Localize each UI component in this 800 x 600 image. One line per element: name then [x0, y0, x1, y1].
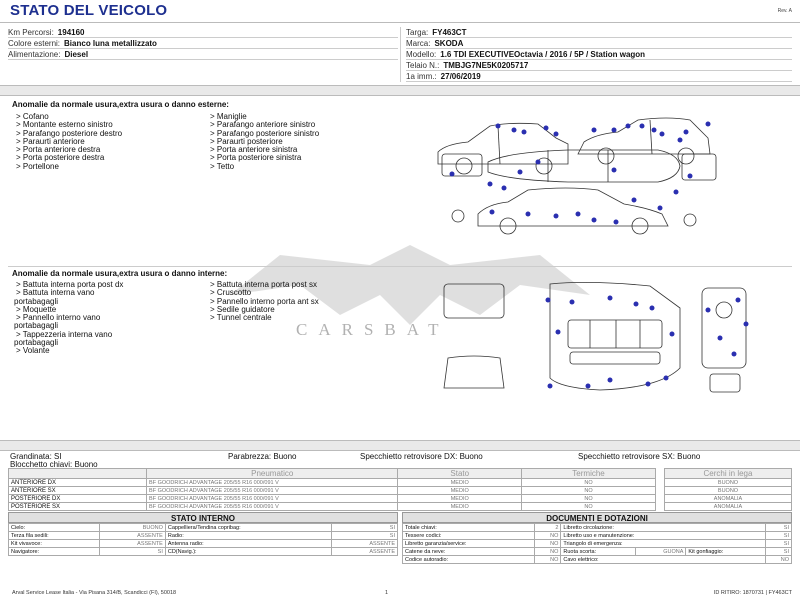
- damage-item: > Parafango posteriore destro: [16, 128, 123, 138]
- damage-item: > Sedile guidatore: [210, 304, 275, 314]
- cerchi-value: BUONO: [665, 479, 792, 487]
- info-value: SKODA: [434, 38, 464, 48]
- external-damage-list-2: [210, 113, 319, 171]
- table-row: [9, 479, 656, 487]
- tyre-model: BF GOODRICH ADVANTAGE 205/55 R16 000/091 V: [147, 487, 398, 495]
- tyre-position: POSTERIORE SX: [9, 503, 147, 511]
- tyre-thermal: NO: [522, 503, 656, 511]
- cerchi-value: BUONO: [665, 487, 792, 495]
- damage-item: > Paraurti posteriore: [210, 136, 283, 146]
- field-label: Terza fila sedili:: [9, 532, 100, 540]
- field-label: Cielo:: [9, 524, 100, 532]
- field-value: NO: [765, 556, 791, 564]
- tyre-state: MEDIO: [398, 479, 522, 487]
- field-value: ASSENTE: [100, 532, 166, 540]
- damage-item: > Porta anteriore sinistra: [210, 145, 298, 155]
- tyre-thermal: NO: [522, 487, 656, 495]
- footer-page-number: 1: [385, 590, 389, 596]
- tyre-state: MEDIO: [398, 503, 522, 511]
- field-value: SI: [332, 532, 398, 540]
- column-header: [9, 469, 147, 479]
- damage-item: > Parafango anteriore sinistro: [210, 120, 316, 130]
- field-label: Libretto garanzia/service:: [403, 540, 535, 548]
- field-value: SI: [765, 524, 791, 532]
- table-row: [9, 532, 398, 540]
- tyre-position: ANTERIORE SX: [9, 487, 147, 495]
- exterior-damage-dots: [450, 122, 711, 225]
- info-label: Telaio N.:: [406, 60, 440, 70]
- damage-item: > Pannello interno porta ant sx: [210, 296, 319, 306]
- cerchi-value: ANOMALIA: [665, 503, 792, 511]
- info-value: Bianco luna metallizzato: [64, 38, 157, 48]
- damage-item: > Porta anteriore destra: [16, 145, 101, 155]
- table-row: [665, 479, 792, 487]
- table-row: [9, 548, 398, 556]
- info-label: Modello:: [406, 49, 437, 59]
- field-value: NO: [535, 532, 561, 540]
- field-label: Libretto circolazione:: [561, 524, 765, 532]
- field-label: Cavo elettrico:: [561, 556, 765, 564]
- damage-item: > Montante esterno sinistro: [16, 120, 113, 130]
- damage-item: > Tetto: [210, 161, 235, 171]
- field-value: ASSENTE: [100, 540, 166, 548]
- damage-item: > Volante: [16, 346, 50, 356]
- damage-item: portabagagli: [14, 338, 59, 348]
- table-row: [9, 495, 656, 503]
- info-label: 1a imm.:: [406, 71, 437, 81]
- info-label: Marca:: [406, 38, 431, 48]
- damage-item: > Tunnel centrale: [210, 313, 272, 323]
- field-value: SI: [332, 524, 398, 532]
- field-label: Navigatore:: [9, 548, 100, 556]
- field-label: Libretto uso e manutenzione:: [561, 532, 765, 540]
- table-row: [403, 556, 792, 564]
- field-value: BUONO: [100, 524, 166, 532]
- table-row: [403, 524, 792, 532]
- damage-item: > Paraurti anteriore: [16, 136, 85, 146]
- field-label: Cappelliera/Tendina copribag:: [165, 524, 331, 532]
- info-value: 27/06/2019: [440, 71, 481, 81]
- grandinata-status: Grandinata: SI: [10, 452, 62, 461]
- cerchi-table: [664, 468, 792, 511]
- field-value: ASSENTE: [332, 548, 398, 556]
- tyre-model: BF GOODRICH ADVANTAGE 205/55 R16 000/091 V: [147, 479, 398, 487]
- damage-item: > Battuta interna porta post sx: [210, 280, 317, 289]
- section-band: [0, 85, 800, 96]
- table-row: [665, 487, 792, 495]
- damage-item: > Pannello interno vano: [16, 313, 101, 323]
- info-value: 194160: [57, 27, 85, 37]
- vehicle-info-left: [8, 27, 398, 60]
- info-row-km: [8, 27, 398, 38]
- field-label: Ruota scorta:: [561, 548, 636, 556]
- damage-item: portabagagli: [14, 296, 59, 306]
- table-row: [9, 503, 656, 511]
- tyre-model: BF GOODRICH ADVANTAGE 205/55 R16 000/091 V: [147, 495, 398, 503]
- info-row-alimentazione: [8, 49, 398, 60]
- internal-damage-list-2: [210, 281, 319, 322]
- table-row: [9, 540, 398, 548]
- table-header: [665, 469, 792, 479]
- parabrezza-status: Parabrezza: Buono: [228, 452, 297, 461]
- table-row: [9, 524, 398, 532]
- field-label: Antenna radio:: [165, 540, 331, 548]
- damage-item: > Moquette: [16, 304, 57, 314]
- interior-damage-dots: [546, 296, 749, 389]
- header-divider: [0, 22, 800, 23]
- field-label: Triangolo di emergenza:: [561, 540, 765, 548]
- info-row-telaio: [406, 60, 792, 71]
- section-divider: [8, 266, 792, 267]
- info-row-targa: [406, 27, 792, 38]
- damage-item: > Battuta interna porta post dx: [16, 280, 124, 289]
- damage-item: > Porta posteriore destra: [16, 153, 105, 163]
- external-damage-list-1: [16, 113, 122, 171]
- cerchi-value: ANOMALIA: [665, 495, 792, 503]
- table-header: [9, 469, 656, 479]
- tyre-thermal: NO: [522, 495, 656, 503]
- footer-address: Arval Service Lease Italia - Via Pisana 314/B, Scandicci (FI), 50018: [12, 590, 177, 596]
- info-row-colore: [8, 38, 398, 49]
- interior-car-diagram: [440, 278, 790, 398]
- blocchetto-status: Blocchetto chiavi: Buono: [10, 460, 98, 469]
- damage-item: > Portellone: [16, 161, 59, 171]
- external-damage-title: Anomalie da normale usura,extra usura o danno esterne:: [12, 100, 229, 109]
- field-value: SI: [765, 532, 791, 540]
- field-value: NO: [535, 540, 561, 548]
- column-header: Termiche: [522, 469, 656, 479]
- tyre-position: POSTERIORE DX: [9, 495, 147, 503]
- damage-item: > Tappezzeria interna vano: [16, 329, 113, 339]
- info-label: Targa:: [406, 27, 429, 37]
- tyre-state: MEDIO: [398, 495, 522, 503]
- exterior-car-diagram: [428, 104, 718, 236]
- field-value: SI: [100, 548, 166, 556]
- internal-damage-list-1: [16, 281, 123, 356]
- revision-label: Rev. A: [777, 8, 792, 14]
- info-row-immatricolazione: [406, 71, 792, 82]
- tyre-thermal: NO: [522, 479, 656, 487]
- stato-interno-title: STATO INTERNO: [8, 512, 398, 523]
- section-band: [0, 440, 800, 451]
- internal-damage-title: Anomalie da normale usura,extra usura o danno interne:: [12, 269, 228, 278]
- field-label: Tessere codici:: [403, 532, 535, 540]
- damage-item: > Battuta interna vano: [16, 288, 95, 298]
- field-value: SI: [765, 548, 791, 556]
- info-row-modello: [406, 49, 792, 60]
- field-value: 2: [535, 524, 561, 532]
- field-label: Codice autoradio:: [403, 556, 535, 564]
- info-value: Diesel: [64, 49, 89, 59]
- column-header: Pneumatico: [147, 469, 398, 479]
- column-header: Stato: [398, 469, 522, 479]
- field-value: NO: [535, 548, 561, 556]
- info-label: Km Percorsi:: [8, 27, 54, 37]
- table-row: [403, 532, 792, 540]
- tyre-position: ANTERIORE DX: [9, 479, 147, 487]
- info-value: TMBJG7NE5K0205717: [443, 60, 529, 70]
- field-value: GUONA: [636, 548, 686, 556]
- vehicle-info-right: [406, 27, 792, 82]
- page-title: STATO DEL VEICOLO: [10, 2, 168, 19]
- damage-item: > Parafango posteriore sinistro: [210, 128, 320, 138]
- documenti-title: DOCUMENTI E DOTAZIONI: [402, 512, 792, 523]
- info-divider: [400, 27, 401, 82]
- table-row: [403, 548, 792, 556]
- field-value: SI: [765, 540, 791, 548]
- tyre-model: BF GOODRICH ADVANTAGE 205/55 R16 000/091 V: [147, 503, 398, 511]
- field-value: NO: [535, 556, 561, 564]
- table-row: [403, 540, 792, 548]
- documenti-table: [402, 523, 792, 564]
- stato-interno-table: [8, 523, 398, 556]
- tyres-table: [8, 468, 656, 511]
- info-value: FY463CT: [432, 27, 467, 37]
- table-row: [9, 487, 656, 495]
- damage-item: > Porta posteriore sinistra: [210, 153, 302, 163]
- field-label: CD(Navig.):: [165, 548, 331, 556]
- info-label: Colore esterni:: [8, 38, 61, 48]
- column-header: Cerchi in lega: [665, 469, 792, 479]
- field-label: Kit vivavoce:: [9, 540, 100, 548]
- watermark-text: CARSBAT: [296, 320, 450, 339]
- field-label: Catene da neve:: [403, 548, 535, 556]
- footer-id: ID RITIRO: 1870731 | FY463CT: [713, 590, 792, 596]
- field-label: Totale chiavi:: [403, 524, 535, 532]
- tyre-state: MEDIO: [398, 487, 522, 495]
- damage-item: > Cruscotto: [210, 288, 252, 298]
- info-row-marca: [406, 38, 792, 49]
- info-value: 1.6 TDI EXECUTIVEOctavia / 2016 / 5P / Station wagon: [440, 49, 646, 59]
- table-row: [665, 503, 792, 511]
- specchietto-sx-status: Specchietto retrovisore SX: Buono: [578, 452, 701, 461]
- field-label: Radio:: [165, 532, 331, 540]
- field-value: ASSENTE: [332, 540, 398, 548]
- damage-item: > Cofano: [16, 112, 49, 121]
- damage-item: > Maniglie: [210, 112, 247, 121]
- info-label: Alimentazione:: [8, 49, 61, 59]
- field-label: Kit gonfiaggio:: [686, 548, 765, 556]
- table-row: [665, 495, 792, 503]
- specchietto-dx-status: Specchietto retrovisore DX: Buono: [360, 452, 483, 461]
- damage-item: portabagagli: [14, 321, 59, 331]
